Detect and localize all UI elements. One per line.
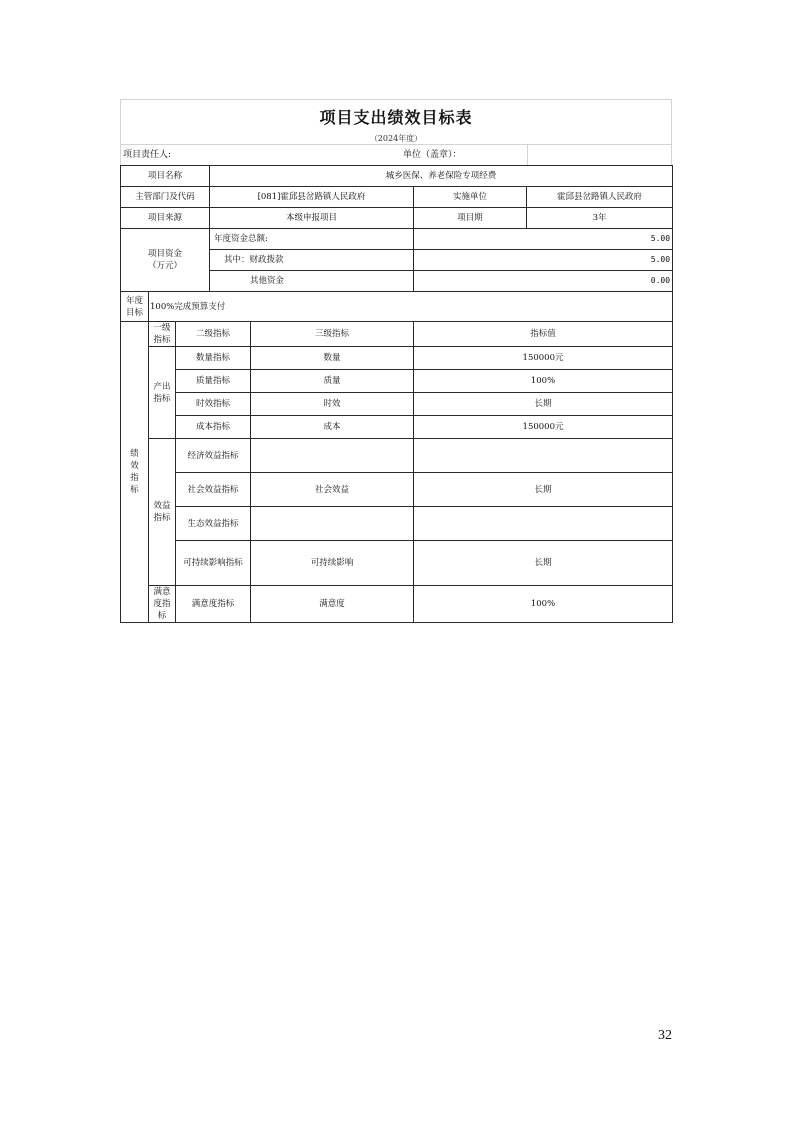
responsible-row: [120, 144, 672, 165]
department-value: [081]霍邱县岔路镇人民政府: [210, 187, 414, 208]
level1-header: 一级指标: [149, 322, 176, 347]
indicator-value-cell: 长期: [414, 473, 673, 507]
indicator-value-cell: 长期: [414, 393, 673, 416]
year-label: （2024年度）: [120, 133, 672, 144]
performance-target-sheet: [120, 99, 672, 623]
level2-cell: 满意度指标: [176, 586, 251, 623]
level2-cell: 可持续影响指标: [176, 541, 251, 586]
funds-other-label: 其他资金: [210, 271, 414, 292]
level2-header: 二级指标: [176, 322, 251, 347]
output-indicators-label: 产出指标: [149, 347, 176, 439]
source-row: [121, 208, 673, 229]
indicator-value-cell: [414, 507, 673, 541]
target-table: [120, 165, 673, 623]
indicator-row: [121, 370, 673, 393]
project-source-value: 本级申报项目: [210, 208, 414, 229]
indicator-value-header: 指标值: [414, 322, 673, 347]
level2-cell: 时效指标: [176, 393, 251, 416]
funds-unit: （万元）: [148, 261, 183, 271]
level2-cell: 成本指标: [176, 416, 251, 439]
funds-total-row: [121, 229, 673, 250]
level3-cell: [251, 507, 414, 541]
level3-cell: 社会效益: [251, 473, 414, 507]
indicator-row: [121, 586, 673, 623]
page-title: 项目支出绩效目标表: [120, 99, 672, 133]
project-name-label: 项目名称: [121, 166, 210, 187]
department-row: [121, 187, 673, 208]
level3-cell: 可持续影响: [251, 541, 414, 586]
indicator-value-cell: [414, 439, 673, 473]
indicator-value-cell: 长期: [414, 541, 673, 586]
indicator-row: [121, 347, 673, 370]
funds-label: 项目资金: [148, 249, 183, 259]
level3-cell: 成本: [251, 416, 414, 439]
page-number: 32: [658, 1028, 672, 1043]
level2-cell: 社会效益指标: [176, 473, 251, 507]
indicator-value-cell: 100%: [414, 586, 673, 623]
level3-cell: 满意度: [251, 586, 414, 623]
annual-goal-label: 年度目标: [121, 292, 149, 322]
funds-other-value: 0.00: [414, 271, 673, 292]
benefit-indicators-label: 效益指标: [149, 439, 176, 586]
project-funds-label: [121, 229, 210, 292]
header-divider: [527, 145, 528, 165]
indicator-header-row: [121, 322, 673, 347]
unit-stamp-label: 单位（盖章）：: [403, 150, 462, 160]
indicator-value-cell: 100%: [414, 370, 673, 393]
level3-cell: 数量: [251, 347, 414, 370]
level2-cell: 质量指标: [176, 370, 251, 393]
indicator-row: [121, 439, 673, 473]
level3-cell: 时效: [251, 393, 414, 416]
level2-cell: 数量指标: [176, 347, 251, 370]
level3-cell: [251, 439, 414, 473]
project-source-label: 项目来源: [121, 208, 210, 229]
project-name-row: [121, 166, 673, 187]
indicator-row: [121, 393, 673, 416]
responsible-label: 项目责任人:: [123, 150, 172, 160]
implementing-unit-label: 实施单位: [414, 187, 527, 208]
indicator-row: [121, 541, 673, 586]
indicator-row: [121, 507, 673, 541]
level3-cell: 质量: [251, 370, 414, 393]
indicator-row: [121, 473, 673, 507]
level3-header: 三级指标: [251, 322, 414, 347]
department-label: 主管部门及代码: [121, 187, 210, 208]
performance-indicators-label: 绩效指标: [121, 322, 149, 623]
funds-fiscal-label: 其中：财政拨款: [210, 250, 414, 271]
annual-goal-row: [121, 292, 673, 322]
indicator-value-cell: 150000元: [414, 347, 673, 370]
project-name-value: 城乡医保、养老保险专项经费: [210, 166, 673, 187]
funds-total-value: 5.00: [414, 229, 673, 250]
satisfaction-indicators-label: 满意度指标: [149, 586, 176, 623]
project-period-label: 项目期: [414, 208, 527, 229]
indicator-value-cell: 150000元: [414, 416, 673, 439]
indicator-row: [121, 416, 673, 439]
funds-total-label: 年度资金总额:: [210, 229, 414, 250]
level2-cell: 经济效益指标: [176, 439, 251, 473]
project-period-value: 3年: [527, 208, 673, 229]
annual-goal-value: 100%完成预算支付: [149, 292, 673, 322]
level2-cell: 生态效益指标: [176, 507, 251, 541]
funds-fiscal-value: 5.00: [414, 250, 673, 271]
implementing-unit-value: 霍邱县岔路镇人民政府: [527, 187, 673, 208]
